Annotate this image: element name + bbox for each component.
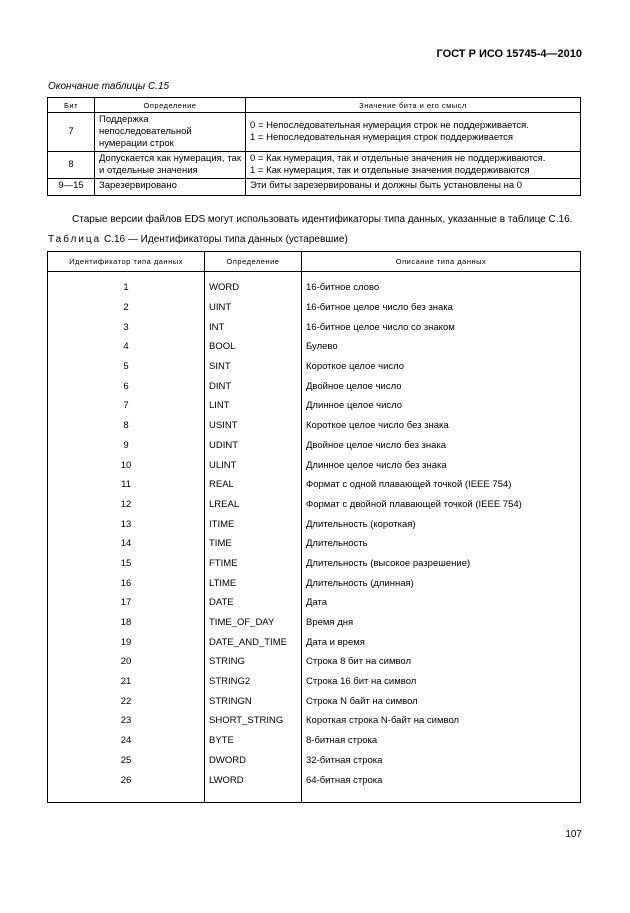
id-cell: 25	[48, 751, 205, 771]
id-cell: 4	[48, 337, 205, 357]
definition-cell: STRING	[205, 652, 302, 672]
definition-cell: ITIME	[205, 514, 302, 534]
table-row	[48, 731, 581, 751]
standard-header: ГОСТ Р ИСО 15745-4—2010	[436, 48, 582, 60]
definition-cell: DATE_AND_TIME	[205, 632, 302, 652]
description-cell: Дата и время	[302, 632, 581, 652]
description-cell: Короткое целое число без знака	[302, 416, 581, 436]
table-row	[48, 396, 581, 416]
meaning-line-1: 0 = Непоследовательная нумерация строк не поддерживается.	[250, 120, 529, 131]
id-cell: 5	[48, 357, 205, 377]
id-cell: 8	[48, 416, 205, 436]
table-row	[48, 652, 581, 672]
table-row	[48, 711, 581, 731]
description-cell: 16-битное целое число без знака	[302, 298, 581, 318]
meaning-line-2: 1 = Непоследовательная нумерация строк поддерживается	[250, 132, 514, 143]
definition-cell: WORD	[205, 278, 302, 298]
description-cell: Длинное целое число без знака	[302, 455, 581, 475]
definition-cell: STRING2	[205, 672, 302, 692]
description-cell: Формат с одной плавающей точкой (IEEE 754)	[302, 475, 581, 495]
definition-cell	[95, 113, 246, 152]
id-cell: 19	[48, 632, 205, 652]
table-row	[48, 317, 581, 337]
description-cell: Короткое целое число	[302, 357, 581, 377]
definition-cell: TIME_OF_DAY	[205, 613, 302, 633]
table-row	[48, 179, 581, 196]
meaning-cell	[246, 152, 581, 179]
definition-cell	[95, 152, 246, 179]
definition-cell: UINT	[205, 298, 302, 318]
end-cell	[205, 790, 302, 803]
id-cell: 18	[48, 613, 205, 633]
id-cell: 26	[48, 770, 205, 790]
id-cell: 15	[48, 554, 205, 574]
id-cell: 7	[48, 396, 205, 416]
description-cell: Длинное целое число	[302, 396, 581, 416]
paragraph-text: Старые версии файлов EDS могут использовать идентификаторы типа данных, указанные в таблице С.16.	[72, 214, 573, 225]
table-row	[48, 672, 581, 692]
definition-cell: FTIME	[205, 554, 302, 574]
meaning-line-2: 1 = Как нумерация, так и отдельные значения поддерживаются	[250, 165, 530, 176]
definition-cell: REAL	[205, 475, 302, 495]
table-row	[48, 534, 581, 554]
end-cell	[302, 790, 581, 803]
definition-cell: TIME	[205, 534, 302, 554]
table-row	[48, 770, 581, 790]
id-cell: 14	[48, 534, 205, 554]
description-cell: Двойное целое число без знака	[302, 436, 581, 456]
id-cell: 2	[48, 298, 205, 318]
id-cell: 20	[48, 652, 205, 672]
definition-cell: SHORT_STRING	[205, 711, 302, 731]
table-end-row	[48, 790, 581, 803]
table16-col-id: Идентификатор типа данных	[48, 252, 205, 272]
table15-col-definition: Определение	[95, 98, 246, 113]
description-cell: 32-битная строка	[302, 751, 581, 771]
table-row	[48, 475, 581, 495]
meaning-line-1: 0 = Как нумерация, так и отдельные значения не поддерживаются.	[250, 153, 546, 164]
id-cell: 6	[48, 376, 205, 396]
definition-text: Зарезервировано	[99, 180, 177, 191]
definition-cell: LTIME	[205, 573, 302, 593]
bit-cell: 8	[48, 152, 95, 179]
table15-col-meaning: Значение бита и его смысл	[246, 98, 581, 113]
table-row	[48, 554, 581, 574]
description-cell: 16-битное слово	[302, 278, 581, 298]
id-cell: 11	[48, 475, 205, 495]
bit-cell: 7	[48, 113, 95, 152]
definition-cell: DINT	[205, 376, 302, 396]
description-cell: Строка 16 бит на символ	[302, 672, 581, 692]
table-row	[48, 376, 581, 396]
definition-cell: SINT	[205, 357, 302, 377]
definition-cell: INT	[205, 317, 302, 337]
id-cell: 22	[48, 691, 205, 711]
table-row	[48, 495, 581, 515]
description-cell: Строка N байт на символ	[302, 691, 581, 711]
table-row	[48, 514, 581, 534]
table-row	[48, 593, 581, 613]
id-cell: 10	[48, 455, 205, 475]
id-cell: 3	[48, 317, 205, 337]
table16-caption	[48, 234, 348, 245]
id-cell: 21	[48, 672, 205, 692]
table-row	[48, 751, 581, 771]
table-row	[48, 573, 581, 593]
definition-cell: LWORD	[205, 770, 302, 790]
definition-cell: ULINT	[205, 455, 302, 475]
definition-cell: LREAL	[205, 495, 302, 515]
description-cell: 8-битная строка	[302, 731, 581, 751]
definition-cell: BOOL	[205, 337, 302, 357]
table15-caption: Окончание таблицы С.15	[48, 81, 170, 92]
definition-cell	[95, 179, 246, 196]
table16-caption-text: С.16 — Идентификаторы типа данных (устаревшие)	[104, 234, 348, 245]
definition-cell: STRINGN	[205, 691, 302, 711]
table16-col-description: Описание типа данных	[302, 252, 581, 272]
table-row	[48, 113, 581, 152]
table16-header-row	[48, 252, 581, 272]
table-row	[48, 455, 581, 475]
definition-cell: DATE	[205, 593, 302, 613]
table16-caption-label: Таблица	[48, 234, 102, 245]
id-cell: 12	[48, 495, 205, 515]
table-row	[48, 436, 581, 456]
table15-header-row	[48, 98, 581, 113]
meaning-cell	[246, 113, 581, 152]
table-row	[48, 613, 581, 633]
description-cell: Дата	[302, 593, 581, 613]
description-cell: Строка 8 бит на символ	[302, 652, 581, 672]
id-cell: 16	[48, 573, 205, 593]
table-row	[48, 632, 581, 652]
table15-col-bit: Бит	[48, 98, 95, 113]
definition-cell: UDINT	[205, 436, 302, 456]
table-c15	[47, 97, 581, 196]
definition-cell: USINT	[205, 416, 302, 436]
table-row	[48, 337, 581, 357]
definition-cell: LINT	[205, 396, 302, 416]
id-cell: 9	[48, 436, 205, 456]
table-row	[48, 691, 581, 711]
id-cell: 24	[48, 731, 205, 751]
table-row	[48, 416, 581, 436]
end-cell	[48, 790, 205, 803]
definition-text: Допускается как нумерация, так и отдельные значения	[99, 153, 241, 176]
description-cell: 64-битная строка	[302, 770, 581, 790]
description-cell: Формат с двойной плавающей точкой (IEEE 754)	[302, 495, 581, 515]
page-number: 107	[565, 829, 582, 840]
definition-cell: DWORD	[205, 751, 302, 771]
description-cell: Длительность (длинная)	[302, 573, 581, 593]
description-cell: Булево	[302, 337, 581, 357]
id-cell: 13	[48, 514, 205, 534]
description-cell: Длительность (короткая)	[302, 514, 581, 534]
table16-col-definition: Определение	[205, 252, 302, 272]
table-row	[48, 357, 581, 377]
id-cell: 17	[48, 593, 205, 613]
id-cell: 1	[48, 278, 205, 298]
bit-cell: 9—15	[48, 179, 95, 196]
definition-text: Поддержка непоследовательной нумерации строк	[99, 114, 192, 149]
description-cell: Короткая строка N-байт на символ	[302, 711, 581, 731]
description-cell: Двойное целое число	[302, 376, 581, 396]
table-row	[48, 298, 581, 318]
meaning-line-1: Эти биты зарезервированы и должны быть установлены на 0	[250, 180, 523, 191]
table-row	[48, 152, 581, 179]
description-cell: Длительность	[302, 534, 581, 554]
description-cell: Длительность (высокое разрешение)	[302, 554, 581, 574]
id-cell: 23	[48, 711, 205, 731]
definition-cell: BYTE	[205, 731, 302, 751]
table-c16	[47, 251, 581, 803]
description-cell: 16-битное целое число со знаком	[302, 317, 581, 337]
meaning-cell	[246, 179, 581, 196]
table-row	[48, 278, 581, 298]
description-cell: Время дня	[302, 613, 581, 633]
